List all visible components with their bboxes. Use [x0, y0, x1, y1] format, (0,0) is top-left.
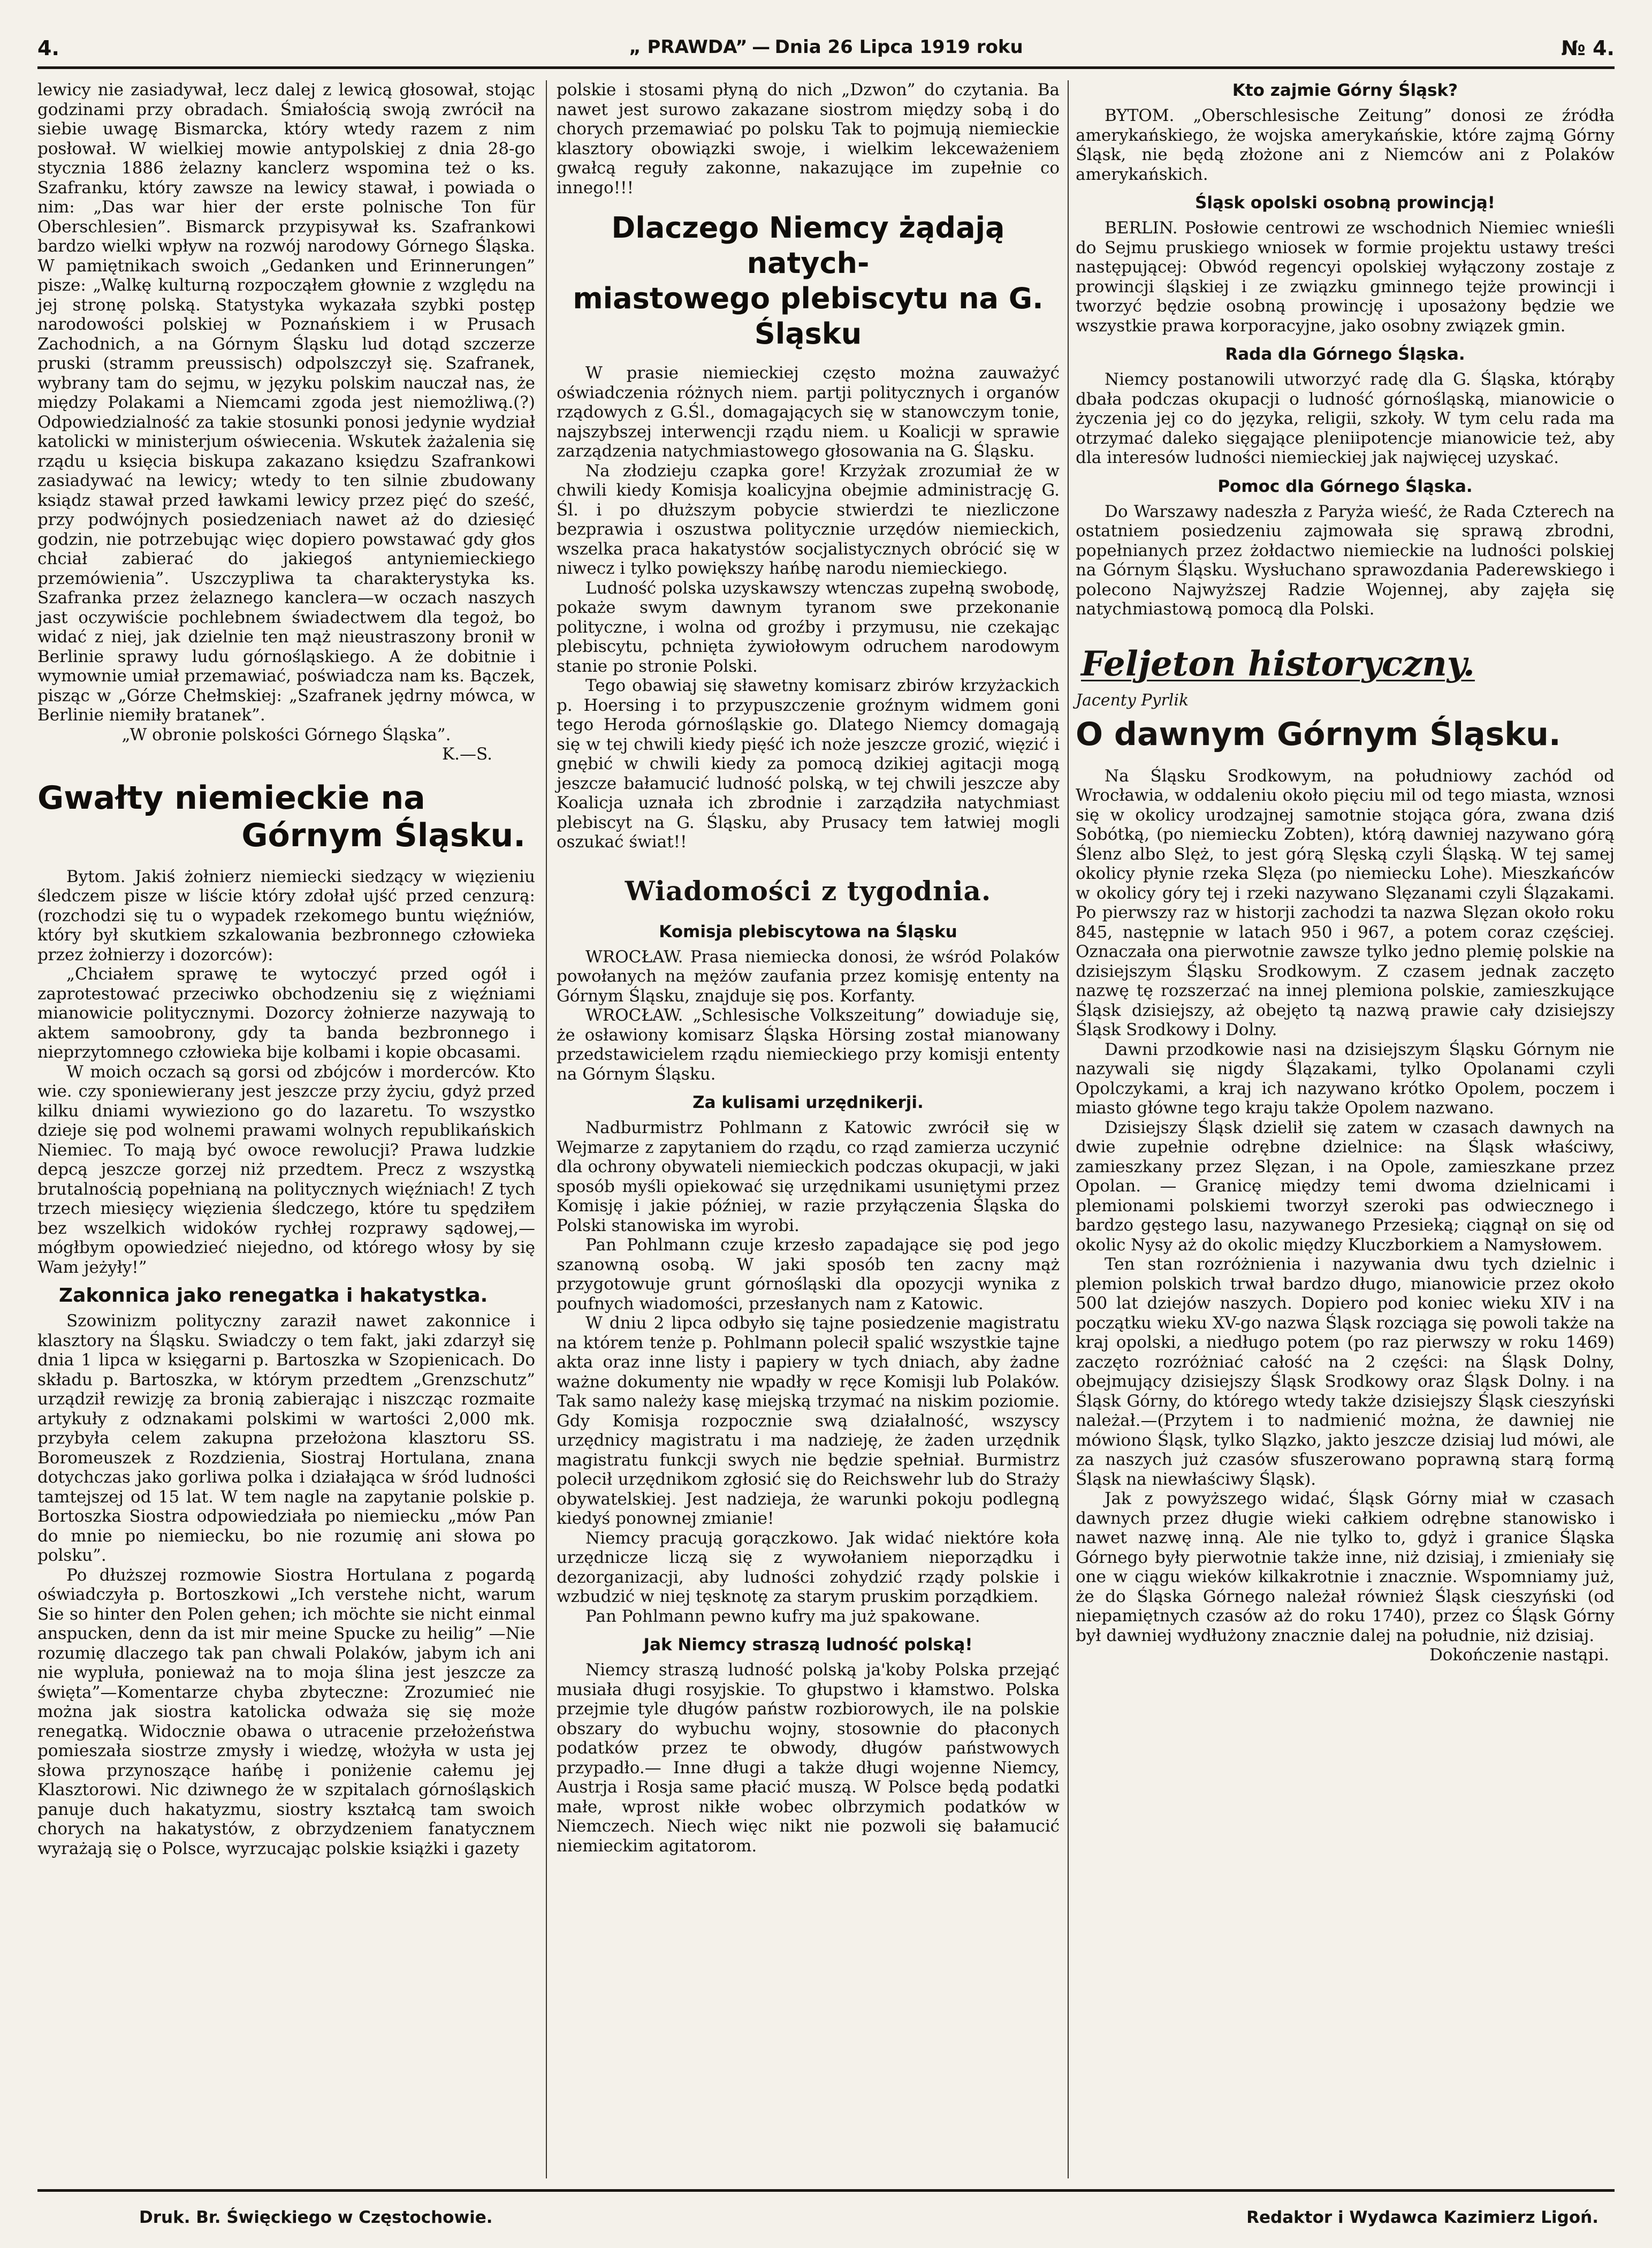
article-continuation: polskie i stosami płyną do nich „Dzwon” do czytania. Ba nawet jest surowo zakazane siostrom między sobą i do chorych przemawiać po polsku Tak to pojmują niemieckie klasztory obowiązki swoje, i wielkim lekceważeniem gwałcą reguły zakonne, nakazujące im zupełnie co innego!!! [557, 80, 1060, 198]
news-subtitle: Rada dla Górnego Śląska. [1225, 345, 1465, 364]
article-title [557, 210, 1060, 352]
article-title-line-1: Gwałty niemieckie na [37, 779, 425, 817]
news-paragraph: Do Warszawy nadeszła z Paryża wieść, że Rada Czterech na ostatniem posiedzeniu zajmowała się sprawą zbrodni, popełnianych przez żołdactwo niemieckie na ludności polskiej na Górnym Śląsku. Wysłuchano sprawozdania Paderewskiego i polecono Najwyższej Radzie Wojennej, aby zajęła się natychmiastową pomocą dla Polski. [1076, 502, 1615, 619]
article-plebiscyt [557, 210, 1060, 852]
news-paragraph: Niemcy postanowili utworzyć radę dla G. Śląska, którąby dbała podczas okupacji o ludność górnośląską, mianowicie o życzenia jej co do języka, religii, szkoły. W tym celu rada ma otrzymać daleko sięgające pleniipotencje mianowicie też, aby dla interesów ludności niemieckiej jak najwięcej uzyskać. [1076, 370, 1615, 467]
masthead-line [37, 36, 1615, 58]
news-section [557, 874, 1060, 1856]
article-paragraph: W moich oczach są gorsi od zbójców i morderców. Kto wie. czy sponiewierany jest jeszcze przy życiu, gdyż przed kilku dniami wywieziono go do lazaretu. To wszystko dzieje się pod wolnemi prawami wolnych republikańskich Niemiec. To mają być owoce rewolucji? Prawa ludzkie depcą jeszcze gorzej niż przedtem. Precz z wszystką brutalnością popełnianą na politycznych więźniach! Z tych trzech miesięcy więzienia śledczego, które tu spędziłem bez wszelkich widoków rychłej rozprawy sądowej,—mógłbym opowiedzieć niejedno, od którego włosy by się Wam jeżyły!” [37, 1062, 535, 1277]
running-header [37, 20, 1615, 69]
issue-date: Dnia 26 Lipca 1919 roku [774, 36, 1023, 58]
news-paragraph: W dniu 2 lipca odbyło się tajne posiedzenie magistratu na którem tenże p. Pohlmann polecił spalić wszystkie tajne akta oraz inne listy i papiery w tych dniach, aby żadne ważne dokumenty nie wpadły w ręce Komisji lub Polaków. Tak samo należy kasę miejską trzymać na niskim poziomie. Gdy Komisja rozpocznie swą działalność, wszyscy urzędnicy magistratu i ma nadzieję, że żaden urzędnik magistratu funkcji swych nie będzie spełniał. Burmistrz polecił urzędnikom zgłosić się do Reichswehr lub do Straży obywatelskiej. Jest nadzieja, że warunki pokoju podlegną kiedyś ponownej zmianie! [557, 1313, 1060, 1528]
issue-number: № 4. [1561, 36, 1615, 60]
news-paragraph: Nadburmistrz Pohlmann z Katowic zwrócił się w Wejmarze z zapytaniem do rządu, co rząd zamierza uczynić dla ochrony obywateli niemieckich podczas okupacji, w jaki sposób myśli opiekować się urzędnikami usuniętymi przez Komisję i jakie później, w razie przyłączenia Śląska do Polski stanowiska im wyrobi. [557, 1118, 1060, 1235]
news-subtitle: Śląsk opolski osobną prowincją! [1195, 193, 1495, 212]
article-paragraph: Bytom. Jakiś żołnierz niemiecki siedzący w więzieniu śledczem pisze w liście który zdołał ujść przed cenzurą: (rozchodzi się tu o wypadek rzekomego buntu więźniów, który był skutkiem szkalowania bezbronnego człowieka przez żołnierzy i dozorców): [37, 867, 535, 964]
article-title-line-2: miastowego plebiscytu na G. Śląsku [573, 282, 1044, 351]
news-paragraph: BERLIN. Posłowie centrowi ze wschodnich Niemiec wnieśli do Sejmu pruskiego wniosek w formie projektu ustawy treści następującej: Obwód regencyi opolskiej wyłączony zostaje z prowincji śląskiej i ze związku gminnego tejże prowincji i tworzyć będzie osobną prowincję i uposażony będzie we wszystkie prawa korporacyjne, jako osobny związek gmin. [1076, 218, 1615, 336]
article-paragraph: lewicy nie zasiadywał, lecz dalej z lewicą głosował, stojąc godzinami przy obradach. Śmiałością swoją zwrócił na siebie uwagę Bismarcka, który wtedy razem z nim posłował. W wielkiej mowie antypolskiej z dnia 28-go stycznia 1886 żelazny kanclerz wspomina też o ks. Szafranku, który zawsze na lewicy stawał, i powiada o nim: „Das war hier der erste polnische Ton für Oberschlesien”. Bismarck przypisywał ks. Szafrankowi bardzo wielki wpływ na rozwój narodowy Górnego Śląska. W pamiętnikach swoich „Gedanken und Erinnerungen” pisze: „Walkę kulturną rozpocząłem głownie z względu na jej stronę polską. Statystyka wykazała szybki postęp narodowości polskiej w Poznańskiem i w Prusach Zachodnich, a na Górnym Śląsku lud dotąd szczerze pruski (stramm preussisch) odpolszczył się. Szafranek, wybrany tam do sejmu, w języku polskim nauczał nas, że między Polakami a Niemcami zgoda jest niemożliwą.(?) Odpowiedzialność za takie stosunki ponosi jedynie wydział katolicki w ministerjum oświecenia. Wskutek żażalenia się rządu u księcia biskupa zakazano księdzu Szafrankowi zasiadywać na lewicy; wtedy to ten silnie zbudowany ksiądz stawał przed ławkami lewicy przez pięć do sześć, przy podwójnych posiedzeniach nawet aż do dziesięć godzin, nie potrzebując więc dopiero powstawać gdy głos chciał zabierać do jakiegoś antyniemieckiego przemówienia”. Uszczypliwa ta charakterystyka ks. Szafranka przez żelaznego kanclera—w oczach naszych jast oczywiście pochlebnem świadectwem dla tegoż, bo widać z niej, jak dzielnie ten mąż nieustraszony bronił w Berlinie sprawy ludu górnośląskiego. A że dobitnie i wymownie umiał przemawiać, poświadcza nam ks. Bączek, pisząc w „Górze Chełmskiej: „Szafranek jędrny mówca, w Berlinie niemiły bratanek”. [37, 80, 535, 725]
article-paragraph: Po dłuższej rozmowie Siostra Hortulana z pogardą oświadczyła p. Bortoszkowi „Ich verstehe nicht, warum Sie so hinter den Polen gehen; ich möchte sie nicht einmal anspucken, denn da ist mir meine Spucke zu heilig” —Nie rozumię dlaczego tak pan chwali Polaków, jabym ich ani nie wypluła, ponieważ na to moja ślina jest jeszcze za święta”—Komentarze chyba zbyteczne: Zrozumieć nie można jak siostra katolicka odważa się się może renegatką. Widocznie obawa o utracenie przełożeństwa pomieszała siostrze zmysły i wiedzę, włożyła w usta jej słowa przynoszące hańbę i poniżenie całemu jej Klasztorowi. Nic dziwnego że w szpitalach górnośląskich panuje duch hakatyzmu, siostry kształcą tam swoich chorych na hakatystów, z obrzydzeniem fanatycznem wyrażają się o Polsce, wyrzucając polskie książki i gazety [37, 1565, 535, 1858]
article-title-line-2: Górnym Śląsku. [241, 816, 526, 854]
column-2 [557, 80, 1060, 1856]
news-subtitle: Jak Niemcy straszą ludność polską! [643, 1635, 973, 1654]
feuilleton-heading: Feljeton historyczny. [1081, 643, 1475, 684]
page-number: 4. [37, 36, 59, 60]
feuilleton-paragraph: Ten stan rozróżnienia i nazywania dwu tych dzielnic i plemion polskich trwał bardzo długo, mianowicie przez około 500 lat dziejów naszych. Dopiero pod koniec wieku XIV i na początku wieku XV-go nazwa Śląsk rozciąga się powoli także na kraj opolski, a niedługo potem (po raz pierwszy w roku 1469) zaczęto rozróżniać całość na 2 części: na Śląsk Dolny, obejmujący dzisiejszy Śląsk Srodkowy oraz Śląsk Dolny. i na Śląsk Górny, do którego wtedy także dzisiejszy Śląsk cieszyński należał.—(Przytem i to nadmienić można, że dawniej nie mówiono Śląsk, tylko Slązko, jakto jeszcze dzisiaj lud mówi, ale za naszych już czasów sfuszerowano poprawną starą formą Śląsk na niewłaściwy Śląsk). [1076, 1255, 1615, 1489]
column-1 [37, 80, 535, 1858]
news-subtitle: Pomoc dla Górnego Śląska. [1217, 476, 1473, 496]
article-paragraph: „Chciałem sprawę te wytoczyć przed ogół i zaprotestować przeciwko obchodzeniu się z więźniami mianowicie politycznymi. Dozorcy żołnierze nazywają to aktem samoobrony, gdy ta banda bezbronnego i nieprzytomnego człowieka bije kolbami i kopie obcasami. [37, 964, 535, 1062]
news-paragraph: BYTOM. „Oberschlesische Zeitung” donosi ze źródła amerykańskiego, że wojska amerykańskie, które zajmą Górny Śląsk, nie będą złożone ani z Niemców ani z Polaków amerykańskich. [1076, 106, 1615, 184]
feuilleton-paragraph: Na Śląsku Srodkowym, na południowy zachód od Wrocławia, w oddaleniu około pięciu mil od tego miasta, wznosi się w okolicy urodzajnej samotnie stojąca góra, zwana dziś Sobótką, (po niemiecku Zobten), którą dawniej nazywano górą Ślenz albo Slęż, to jest górą Slęską czyli Śląską. W tej samej okolicy płynie rzeka Slęza (po niemiecku Lohe). Mieszkańców w okolicy góry tej i rzeki nazywano Slęzanami czyli Ślązakami. Po pierwszy raz w historji zachodzi ta nazwa Slęzan około roku 845, następnie w latach 950 i 967, a potem coraz częściej. Oznaczała ona pierwotnie zawsze tylko jedno plemię polskie na dzisiejszym Śląsku Srodkowym. Z czasem jednak zaczęto nazwę tę rozszerzać na innej plemiona polskie, zamieszkujące Śląsk dzisiejszy, aż obejęto tą nazwą prawie cały dzisiejszy Śląsk Srodkowy i Dolny. [1076, 766, 1615, 1039]
news-subtitle: Kto zajmie Górny Śląsk? [1232, 81, 1458, 100]
page-footer [37, 2189, 1615, 2240]
feuilleton-author: Jacenty Pyrlik [1076, 690, 1189, 710]
news-paragraph: Pan Pohlmann pewno kufry ma już spakowane. [585, 1606, 980, 1626]
editor-credit: Redaktor i Wydawca Kazimierz Ligoń. [1246, 2208, 1598, 2227]
column-3 [1076, 80, 1615, 1665]
header-dash: — [752, 36, 771, 58]
news-paragraph: WROCŁAW. Prasa niemiecka donosi, że wśród Polaków powołanych na mężów zaufania przez komisję ententy na Górnym Śląsku, znajduje się pos. Korfanty. [557, 947, 1060, 1006]
feuilleton-paragraph: Dawni przodkowie nasi na dzisiejszym Śląsku Górnym nie nazywali się nigdy Ślązakami, tylko Opolanami czyli Opolczykami, a kraj ich nazywano krótko Opolem, poczem i miasto główne tego kraju także Opolem nazwano. [1076, 1039, 1615, 1118]
feuilleton-paragraph: Jak z powyższego widać, Śląsk Górny miał w czasach dawnych przez długie wieki całkiem odrębne stanowisko i nawet nazwę inną. Ale nie tylko to, gdyż i granice Śląska Górnego były pierwotnie także inne, niż dzisiaj, i zmieniały się one w ciągu wieków kilkakrotnie i znacznie. Wspomniamy już, że do Śląska Górnego należał również Śląsk cieszyński (od niepamiętnych czasów aż do roku 1740), przez co Śląsk Górny był dawniej wydłużony znacznie dalej na południe, niż dzisiaj. [1076, 1489, 1615, 1645]
article-closing-line: „W obronie polskości Górnego Śląska”. [121, 725, 451, 745]
article-title-line-1: Dlaczego Niemcy żądają natych- [611, 211, 1005, 280]
feuilleton [1076, 643, 1615, 1665]
news-heading: Wiadomości z tygodnia. [625, 875, 992, 907]
news-paragraph: Niemcy pracują gorączkowo. Jak widać niektóre koła urzędnicze liczą się z wywołaniem nieporządku i dezorganizacji, aby ludności zohydzić rządy polskie i wzbudzić w niej tęsknotę za starym pruskim porządkiem. [557, 1528, 1060, 1606]
article-zakonnica [37, 1286, 535, 1858]
column-rule-2 [1068, 80, 1069, 2178]
article-paragraph: Na złodzieju czapka gore! Krzyżak zrozumiał że w chwili kiedy Komisja koalicyjna obejmie administrację G. Śl. i po dłuższym pobycie stwierdzi te niezliczone bezprawia i oszustwa politycznie urzędów niemieckich, wszelka praca hakatystów socjalistycznych obrócić się w niwecz i tylko powiększy hańbę narodu niemieckiego. [557, 461, 1060, 578]
article-title [37, 779, 535, 854]
news-subtitle: Za kulisami urzędnikerji. [692, 1093, 924, 1112]
article-paragraph: Szowinizm polityczny zaraził nawet zakonnice i klasztory na Śląsku. Swiadczy o tem fakt, jaki zdarzył się dnia 1 lipca w księgarni p. Bartoszka w Szopienicach. Do składu p. Bartoszka, w którym przedtem „Grenzschutz” urządził rewizję za bronią zabierając i niszcząc rozmaite artykuły z odznakami polskimi w wartości 2,000 mk. przybyła celem zakupna przełożona klasztoru SS. Boromeuszek z Rozdzienia, Siostraj Hortulana, znana dotychczas jako gorliwa polka i działająca w śród ludności tamtejszej od 15 lat. W tem nagle na zapytanie polskie p. Bortoszka Siostra odpowiedziała po niemiecku „mów Pan do mnie po niemiecku, bo nie rozumię ani słowa po polsku”. [37, 1311, 535, 1565]
printer-credit: Druk. Br. Święckiego w Częstochowie. [139, 2208, 493, 2227]
news-continuation [1076, 80, 1615, 619]
article-paragraph: W prasie niemieckiej często można zauważyć oświadczenia różnych niem. partji politycznych i organów rządowych z G.Śl., domagających się w stanowczym tonie, najszybszej interwencji rządu niem. u Koalicji w sprawie zarządzenia natychmiastowego głosowania na G. Śląsku. [557, 363, 1060, 461]
article-paragraph: Tego obawiaj się sławetny komisarz zbirów krzyżackich p. Hoersing i to przypuszczenie groźnym widmem goni tego Heroda górnośląskie go. Dlatego Niemcy domagają się w tej chwili kiedy pięść ich noże jeszcze grozić, więzić i gnębić w chwili kiedy za pomocą dzikiej agitacji mogą jeszcze bałamucić ludność polską, w tej chwili jeszcze aby Koalicja uznała ich zbrodnie i zarządziła natychmiast plebiscyt na G. Śląsku, aby Prusacy tem łatwiej mogli oszukać świat!! [557, 676, 1060, 852]
news-paragraph: Niemcy straszą ludność polską ja'koby Polska przejąć musiała długi rosyjskie. To głupstwo i kłamstwo. Polska przejmie tyle długów państw rozbiorowych, ile na polskie obszary do wybuchu wojny, stosownie do płaconych podatków przez te obwody, długów państwowych przypadło.— Inne długi a także długi wojenne Niemcy, Austrja i Rosja same płacić muszą. W Polsce będą podatki małe, wprost nikłe wobec olbrzymich podatków w Niemczech. Niech więc nikt nie pozwoli się bałamucić niemieckim agitatorom. [557, 1660, 1060, 1856]
column-rule-1 [546, 80, 547, 2178]
article-subtitle: Zakonnica jako renegatka i hakatystka. [59, 1285, 488, 1307]
feuilleton-continued: Dokończenie nastąpi. [1429, 1645, 1609, 1665]
masthead: „ PRAWDA” [629, 36, 748, 58]
news-subtitle: Komisja plebiscytowa na Śląsku [659, 922, 957, 941]
feuilleton-title: O dawnym Górnym Śląsku. [1076, 715, 1561, 753]
article-gwalty [37, 779, 535, 1278]
article-paragraph: Ludność polska uzyskawszy wtenczas zupełną swobodę, pokaże swym dawnym tyranom swe przekonanie polityczne, i wolna od groźby i przymusu, nie czekając plebiscytu, pchnięta żywiołowym odruchem narodowym stanie po stronie Polski. [557, 578, 1060, 676]
feuilleton-paragraph: Dzisiejszy Śląsk dzielił się zatem w czasach dawnych na dwie zupełnie odrębne dzielnice: na Śląsk właściwy, zamieszkany przez Slęzan, i na Opole, zamieszkane przez Opolan. — Granicę między temi dwoma dzielnicami i plemionami polskiemi tworzył szeroki pas odwiecznego i bardzo gęstego lasu, nazywanego Przesieką; ciągnął on się od okolic Nysy aż do okolic między Kluczborkiem a Namysłowem. [1076, 1118, 1615, 1255]
article-szafranek [37, 80, 535, 764]
news-paragraph: Pan Pohlmann czuje krzesło zapadające się pod jego szanowną osobą. W jaki sposób ten zacny mąż przygotowuje grunt górnośląski dla opozycji wynika z poufnych wiadomości, przesłanych nam z Katowic. [557, 1235, 1060, 1313]
article-signature: K.—S. [442, 745, 492, 764]
news-paragraph: WROCŁAW. „Schlesische Volkszeitung” dowiaduje się, że osławiony komisarz Śląska Hörsing został mianowany przedstawicielem rządu niemieckiego przy komisji ententy na Górnym Śląsku. [557, 1006, 1060, 1084]
